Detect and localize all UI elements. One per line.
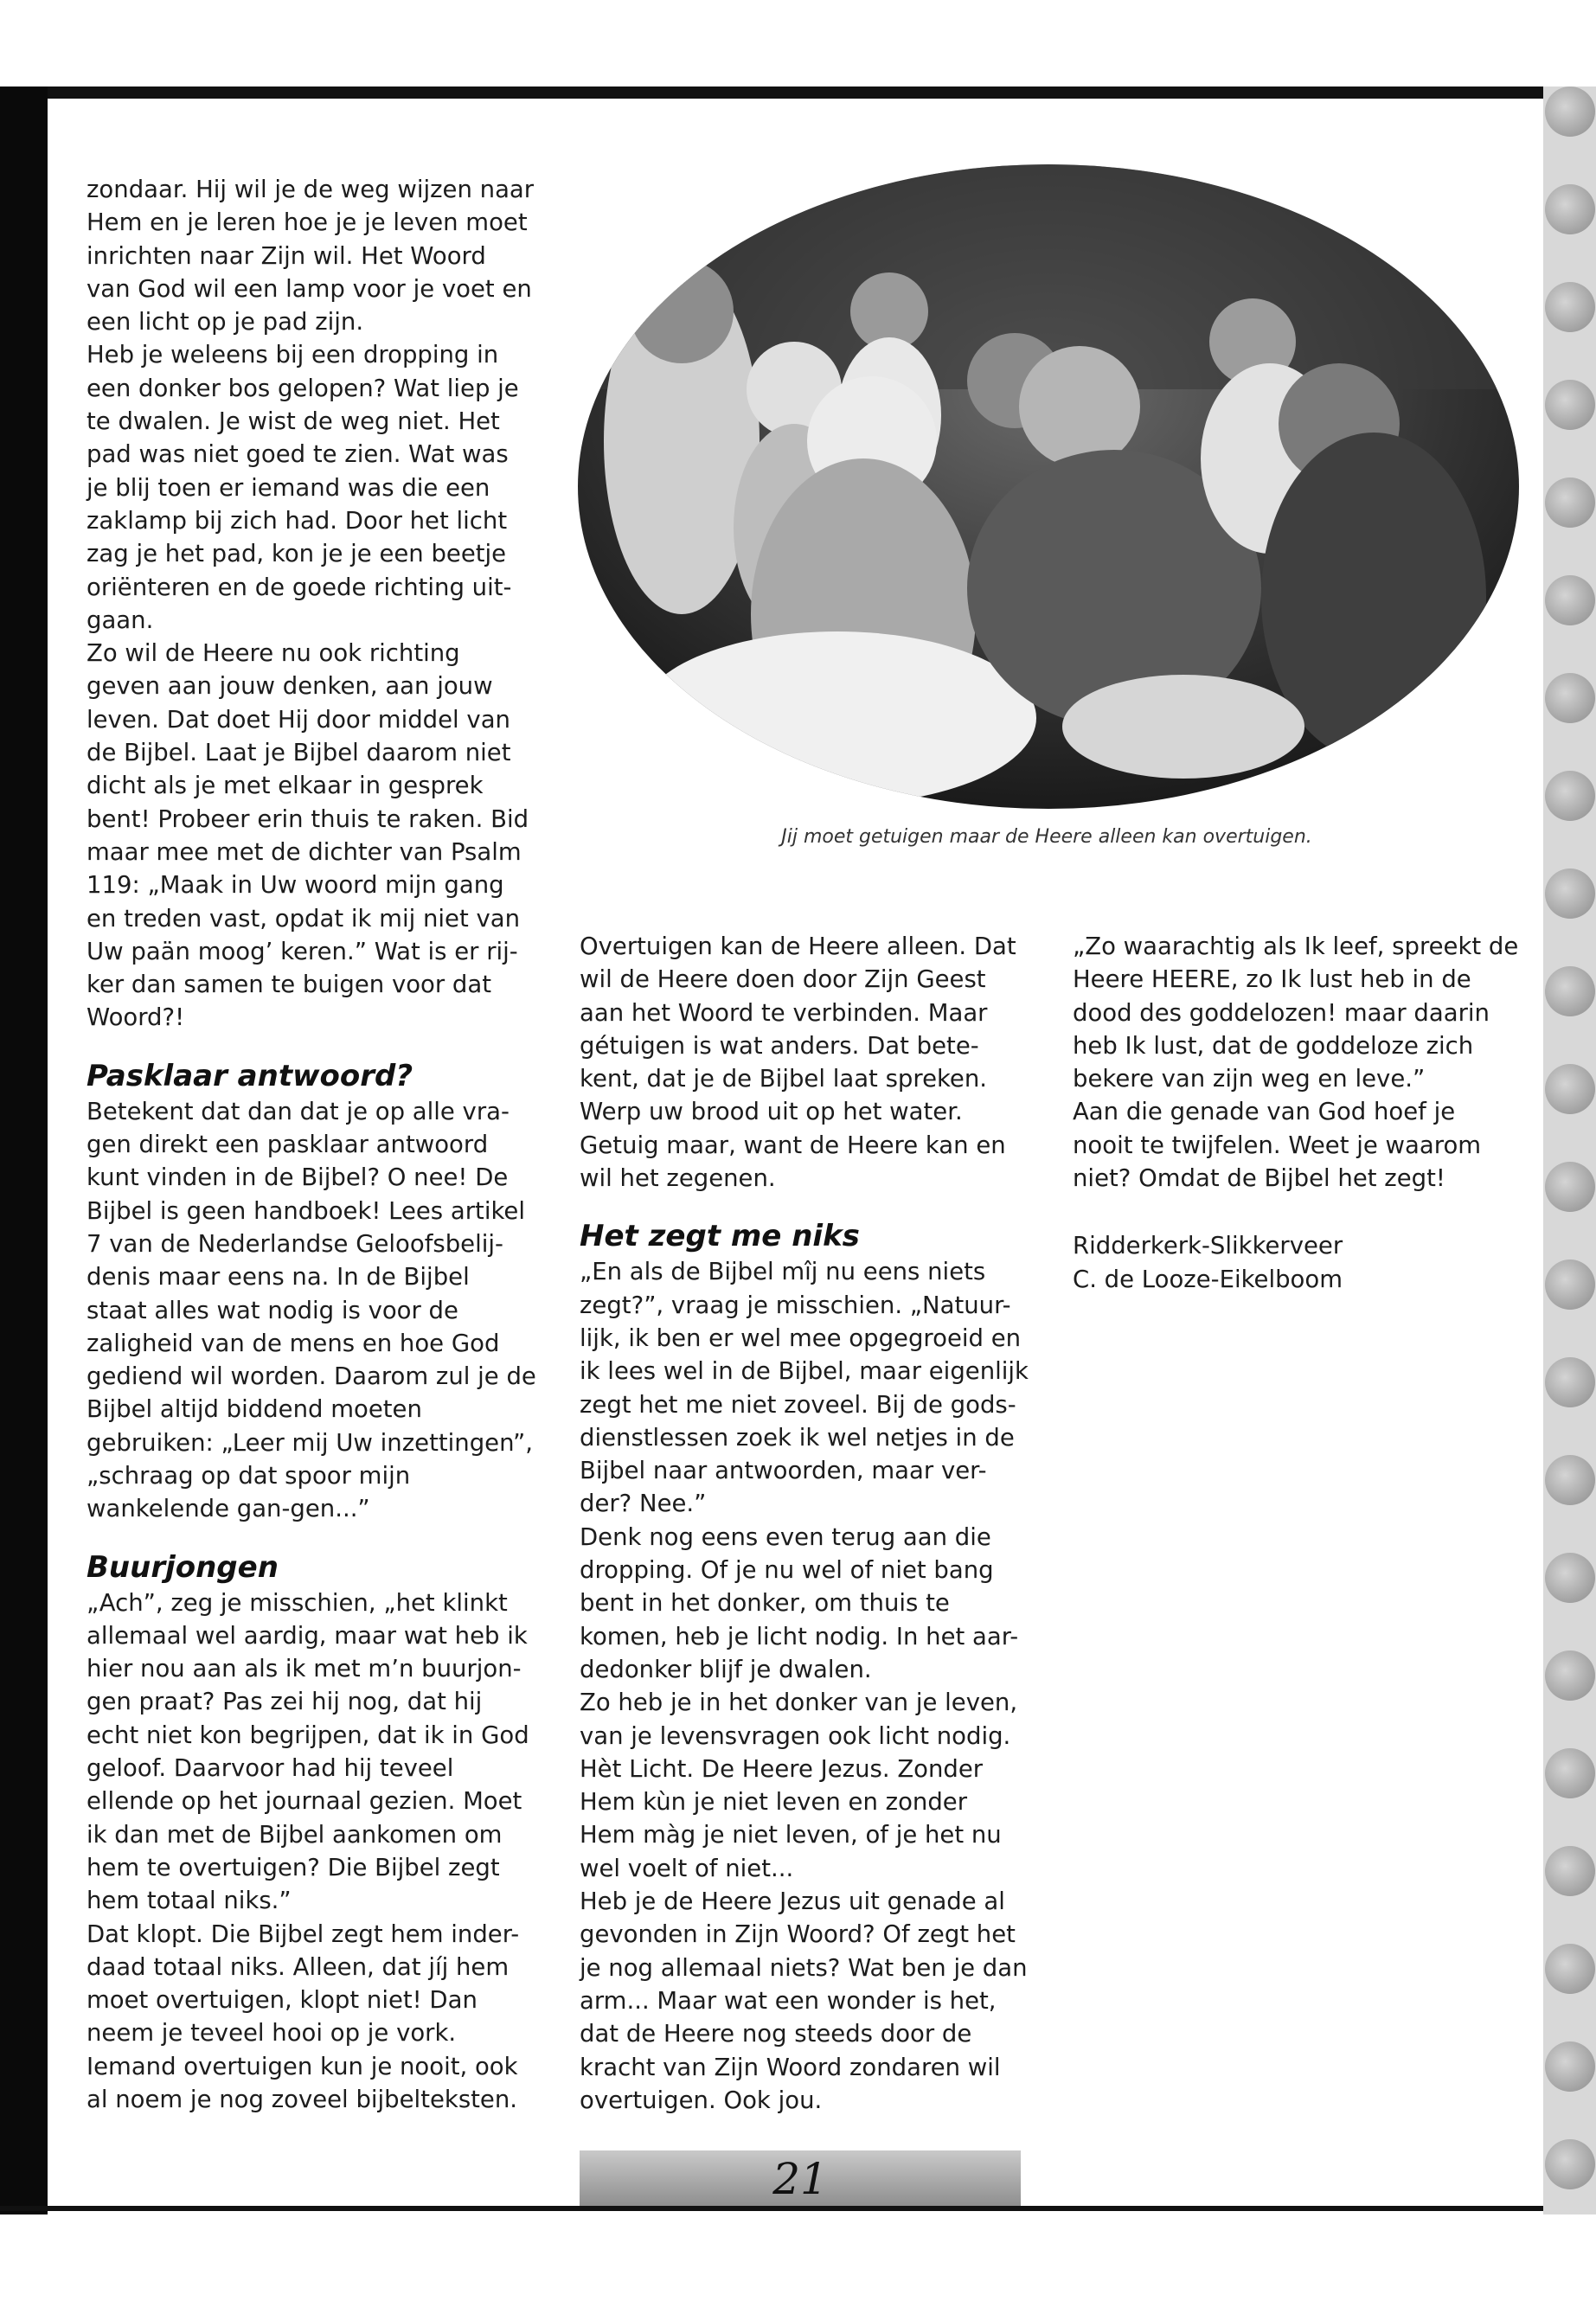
- paragraph: Denk nog eens even terug aan die dropping. Of je nu wel of niet bang bent in het donker, om thuis te komen, heb je licht nodig. In het aar-dedonker blijf je dwalen.: [580, 1522, 1019, 1683]
- section-heading-pasklaar: Pasklaar antwoord?: [87, 1058, 413, 1093]
- article-column-3: [1073, 930, 1522, 1296]
- binding-ring: [1545, 1455, 1595, 1505]
- paragraph: Aan die genade van God hoef je nooit te twijfelen. Weet je waarom niet? Omdat de Bijbel het zegt!: [1073, 1098, 1482, 1193]
- paragraph: „Ach”, zeg je misschien, „het klinkt allemaal wel aardig, maar wat heb ik hier nou aan als ik met m’n buurjon-gen praat? Pas zei hij nog, dat hij echt niet kon begrijpen, dat ik in God geloof. Daarvoor had hij teveel ellende op het journaal gezien. Moet ik dan met de Bijbel aankomen om hem te overtuigen? Die Bijbel zegt hem totaal niks.”: [87, 1588, 529, 1915]
- article-column-1: [87, 173, 536, 2116]
- binding-ring: [1545, 1846, 1595, 1896]
- paragraph: Zo wil de Heere nu ook richting geven aan jouw denken, aan jouw leven. Dat doet Hij door middel van de Bijbel. Laat je Bijbel daarom niet dicht als je met elkaar in gesprek bent! Probeer erin thuis te raken. Bid maar mee met de dichter van Psalm 119: „Maak in Uw woord mijn gang en treden vast, opdat ik mij niet van Uw paän moog’ keren.” Wat is er rij-ker dan samen te buigen voor dat Woord?!: [87, 639, 529, 1032]
- group-photo: [578, 164, 1519, 809]
- binding-ring: [1545, 1553, 1595, 1603]
- binding-ring: [1545, 1944, 1595, 1994]
- binding-ring: [1545, 184, 1595, 234]
- bible-quote: „Zo waarachtig als Ik leef, spreekt de Heere HEERE, zo Ik lust heb in de dood des goddelozen! maar daarin heb Ik lust, dat de goddeloze zich bekere van zijn weg en leve.”: [1073, 933, 1519, 1093]
- binding-ring: [1545, 1357, 1595, 1407]
- photo-caption: Jij moet getuigen maar de Heere alleen kan overtuigen.: [781, 826, 1312, 848]
- binding-ring: [1545, 1259, 1595, 1310]
- paragraph: Dat klopt. Die Bijbel zegt hem inder-daad totaal niks. Alleen, dat jíj hem moet overtuigen, klopt niet! Dan neem je teveel hooi op je vork. Iemand overtuigen kun je nooit, ook al noem je nog zoveel bijbelteksten.: [87, 1920, 520, 2114]
- paragraph: zondaar. Hij wil je de weg wijzen naar Hem en je leren hoe je je leven moet inrichten naar Zijn wil. Het Woord van God wil een lamp voor je voet en een licht op je pad zijn.: [87, 176, 535, 336]
- binding-ring: [1545, 87, 1595, 137]
- author-location: Ridderkerk-Slikkerveer: [1073, 1232, 1343, 1260]
- binding-ring: [1545, 673, 1595, 723]
- scan-border-left: [0, 87, 48, 2214]
- article-column-2: [580, 930, 1029, 2117]
- binding-ring: [1545, 771, 1595, 821]
- binding-ring: [1545, 282, 1595, 332]
- binding-ring: [1545, 1064, 1595, 1114]
- paragraph: Heb je weleens bij een dropping in een donker bos gelopen? Wat liep je te dwalen. Je wist de weg niet. Het pad was niet goed te zien. Wat was je blij toen er iemand was die een zaklamp bij zich had. Door het licht zag je het pad, kon je je een beetje oriënteren en de goede richting uit-gaan.: [87, 341, 519, 634]
- binding-ring: [1545, 2139, 1595, 2189]
- binding-ring: [1545, 868, 1595, 919]
- author-name: C. de Looze-Eikelboom: [1073, 1265, 1343, 1293]
- binding-ring: [1545, 380, 1595, 430]
- scan-border-bottom: [0, 2206, 1596, 2211]
- section-heading-het-zegt-me-niks: Het zegt me niks: [580, 1219, 860, 1254]
- paragraph: Heb je de Heere Jezus uit genade al gevonden in Zijn Woord? Of zegt het je nog allemaal niets? Wat ben je dan arm... Maar wat een wonder is het, dat de Heere nog steeds door de kracht van Zijn Woord zondaren wil overtuigen. Ook jou.: [580, 1888, 1028, 2114]
- binding-ring: [1545, 2041, 1595, 2092]
- paragraph: Betekent dat dan dat je op alle vra-gen direkt een pasklaar antwoord kunt vinden in de Bijbel? O nee! De Bijbel is geen handboek! Lees artikel 7 van de Nederlandse Geloofsbelij-denis maar eens na. In de Bijbel staat alles wat nodig is voor de zaligheid van de mens en hoe God gediend wil worden. Daarom zul je de Bijbel altijd biddend moeten gebruiken: „Leer mij Uw inzettingen”, „schraag op dat spoor mijn wankelende gan-gen...”: [87, 1097, 536, 1523]
- group-photo-image: [578, 164, 1519, 809]
- binding-ring: [1545, 1162, 1595, 1212]
- paragraph: „En als de Bijbel mîj nu eens niets zegt?”, vraag je misschien. „Natuur-lijk, ik ben er wel mee opgegroeid en ik lees wel in de Bijbel, maar eigenlijk zegt het me niet zoveel. Bij de gods-dienstlessen zoek ik wel netjes in de Bijbel naar antwoorden, maar ver-der? Nee.”: [580, 1258, 1029, 1518]
- section-heading-buurjongen: Buurjongen: [87, 1549, 279, 1585]
- binding-ring: [1545, 1748, 1595, 1798]
- binding-ring: [1545, 966, 1595, 1016]
- page-number: 21: [772, 2154, 828, 2204]
- page-number-bar: [580, 2150, 1021, 2206]
- paragraph: Overtuigen kan de Heere alleen. Dat wil de Heere doen door Zijn Geest aan het Woord te verbinden. Maar gétuigen is wat anders. Dat bete-kent, dat je de Bijbel laat spreken. Werp uw brood uit op het water. Getuig maar, want de Heere kan en wil het zegenen.: [580, 933, 1016, 1193]
- binding-ring: [1545, 1650, 1595, 1701]
- paragraph: Zo heb je in het donker van je leven, van je levensvragen ook licht nodig. Hèt Licht. De Heere Jezus. Zonder Hem kùn je niet leven en zonder Hem màg je niet leven, of je het nu wel voelt of niet...: [580, 1689, 1018, 1882]
- binding-ring: [1545, 575, 1595, 625]
- binding-ring: [1545, 478, 1595, 528]
- scan-border-top: [0, 87, 1596, 99]
